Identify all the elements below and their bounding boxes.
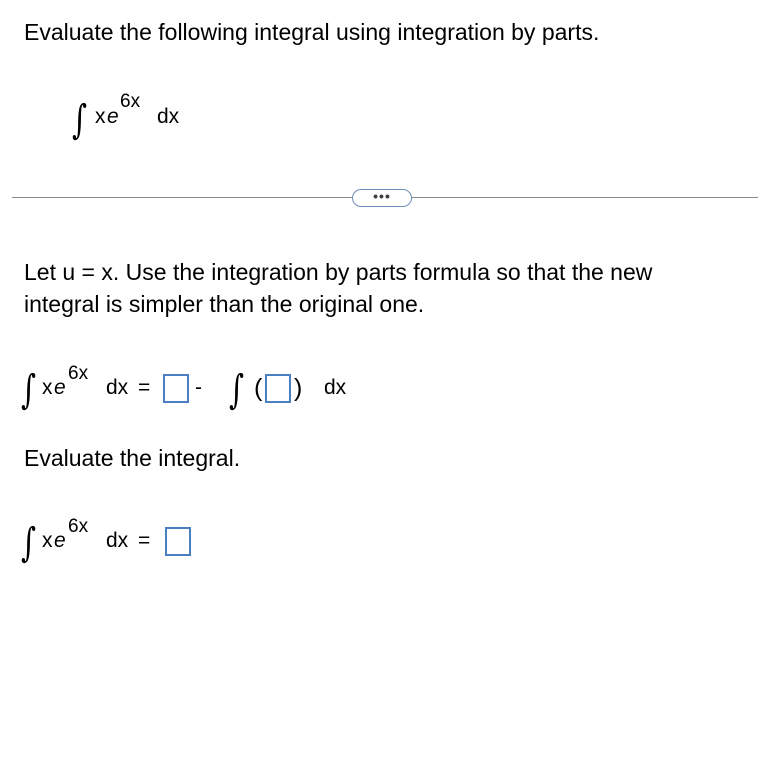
uv-answer-box[interactable] <box>163 374 189 403</box>
close-paren: ) <box>294 374 303 402</box>
minus-sign: - <box>195 376 202 399</box>
open-paren: ( <box>254 374 263 402</box>
integrand-dx: dx <box>324 376 347 399</box>
step2-instruction: Evaluate the integral. <box>24 445 241 471</box>
step1-instruction-line1: Let u = x. Use the integration by parts formula so that the new <box>24 259 653 285</box>
integrand-dx: dx <box>106 529 129 552</box>
question-instruction: Evaluate the following integral using integration by parts. <box>24 19 600 45</box>
equals-sign: = <box>138 376 151 399</box>
step1-instruction-line2: integral is simpler than the original one. <box>24 291 425 317</box>
integrand-e: e <box>54 529 66 552</box>
integrand-dx: dx <box>106 376 129 399</box>
equals-sign: = <box>138 529 151 552</box>
integral-sign: ∫ <box>21 520 37 566</box>
integrand-e: e <box>107 105 119 128</box>
integrand-x: x <box>42 529 53 552</box>
integrand-dx: dx <box>157 105 180 128</box>
final-answer-box[interactable] <box>165 527 191 556</box>
show-more-button[interactable]: ••• <box>352 189 412 207</box>
integrand-exponent: 6x <box>68 363 89 384</box>
integral-sign: ∫ <box>72 97 88 143</box>
integrand-exponent: 6x <box>68 516 89 537</box>
integrand-exponent: 6x <box>120 91 141 112</box>
vdu-answer-box[interactable] <box>265 374 291 403</box>
integrand-x: x <box>42 376 53 399</box>
integrand-e: e <box>54 376 66 399</box>
integrand-x: x <box>95 105 106 128</box>
integral-sign: ∫ <box>229 367 245 413</box>
integral-sign: ∫ <box>21 367 37 413</box>
